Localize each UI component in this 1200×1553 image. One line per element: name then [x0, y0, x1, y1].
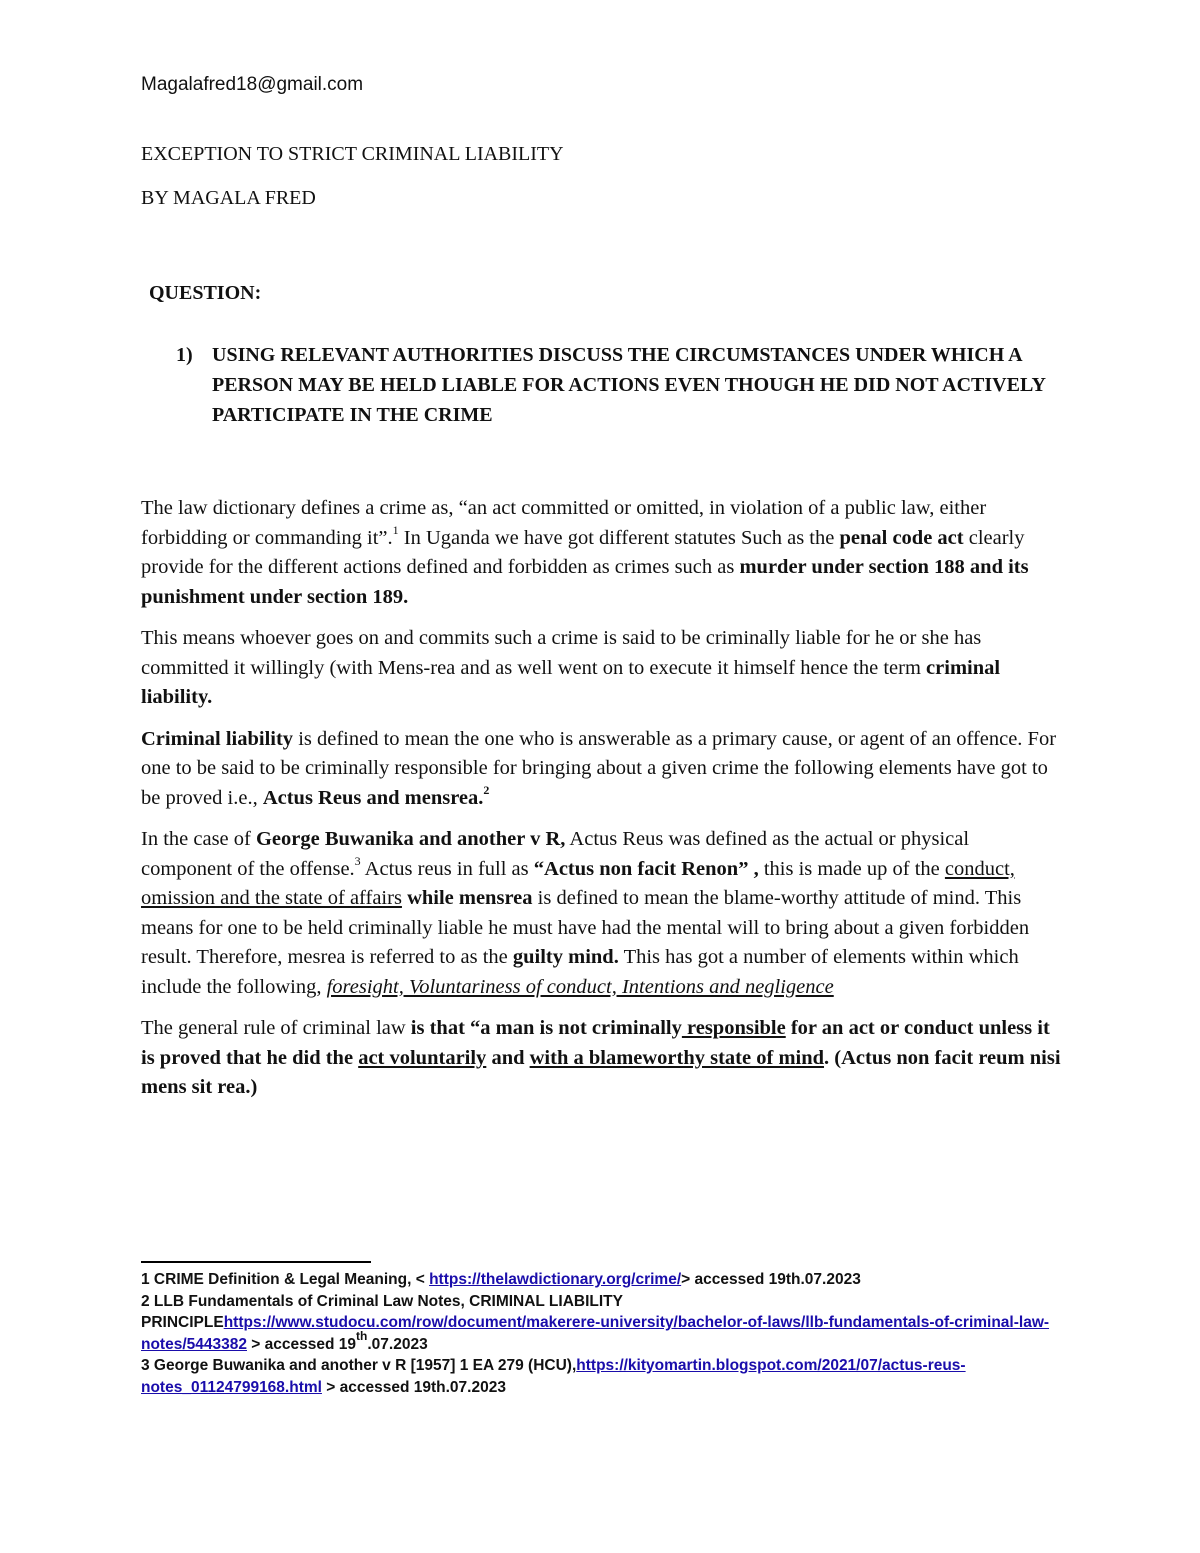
question-text: USING RELEVANT AUTHORITIES DISCUSS THE CIRCUMSTANCES UNDER WHICH A PERSON MAY BE HELD LIABLE FOR ACTIONS EVEN THOUGH HE DID NOT ACTIVELY PARTICIPATE IN THE CRIME [212, 344, 1046, 426]
p4-text-7: This has got a number of elements within which include the following, [141, 946, 1019, 998]
p4-bold-guilty-mind: guilty mind. [512, 946, 619, 968]
question-number: 1) [176, 344, 193, 366]
p4-text-6: is defined to mean the blame-worthy attitude of mind. This means for one to be held criminally liable he must have had the mental will to bring about a given forbidden result. Therefore, mesrea is referred to as the [141, 887, 1030, 968]
paragraph-criminal-liability-definition [141, 725, 1061, 814]
author-email: Magalafred18@gmail.com [141, 74, 364, 95]
footnote-1-text: 1 CRIME Definition & Legal Meaning, < [141, 1271, 430, 1288]
footnote-2-link[interactable]: https://www.studocu.com/row/document/makerere-university/bachelor-of-laws/llb-fundamentals-of-criminal-law-notes/5443382 [141, 1314, 1050, 1353]
footnote-separator [141, 1261, 371, 1263]
p5-bold-underline-blameworthy: with a blameworthy state of mind [529, 1046, 825, 1069]
p5-bold-2: for an act or conduct unless it is proved that he did the [141, 1017, 1050, 1069]
p4-text-4: this is made up of the [758, 857, 945, 880]
p2-text-1: This means whoever goes on and commits such a crime is said to be criminally liable for he or she has committed it willingly (with Mens-rea and as well went on to execute it himself hence the term [141, 627, 982, 679]
document-author: BY MAGALA FRED [141, 187, 316, 209]
footnote-3 [141, 1355, 1081, 1398]
p4-bold-case-name: George Buwanika and another v R, [255, 828, 566, 850]
footnote-3-accessed: > accessed 19th.07.2023 [321, 1378, 506, 1396]
p1-text-1: The law dictionary defines a crime as, “an act committed or omitted, in violation of a public law, either forbidding or commanding it”. [141, 497, 987, 549]
p3-bold-actus-mensrea: Actus Reus and mensrea. [262, 786, 484, 809]
footnotes [141, 1269, 1081, 1398]
paragraph-general-rule [141, 1014, 1061, 1103]
footnote-2 [141, 1291, 1081, 1356]
footnote-3-link[interactable]: https://kityomartin.blogspot.com/2021/07/actus-reus-notes_01124799168.html [141, 1357, 966, 1396]
p3-text-1: is defined to mean the one who is answerable as a primary cause, or agent of an offence. For one to be said to be criminally responsible for bringing about a given crime the following elements have got to be proved i.e., [141, 727, 1057, 809]
footnote-ref-2: 2 [483, 782, 490, 797]
footnote-2-accessed: > accessed 19 [247, 1335, 357, 1353]
p5-text-1: The general rule of criminal law [141, 1017, 411, 1039]
question-item [176, 340, 1076, 430]
p5-bold-underline-responsible: responsible [681, 1017, 786, 1039]
paragraph-criminal-liability-intro [141, 624, 1061, 713]
p1-text-3: clearly provide for the different actions defined and forbidden as crimes such as [141, 526, 1025, 578]
p4-italic-elements: foresight, Voluntariness of conduct, Intentions and negligence [326, 975, 834, 998]
paragraph-buwanika-case [141, 825, 1061, 1002]
p4-underline-conduct: conduct, omission and the state of affairs [141, 857, 1015, 909]
p1-bold-penal-code: penal code act [839, 526, 964, 549]
p1-text-2: In Uganda we have got different statutes Such as the [398, 526, 840, 549]
p5-bold-latin-maxim: . (Actus non facit reum nisi mens sit rea.) [141, 1046, 1061, 1098]
footnote-2-ordinal: th [356, 1329, 368, 1344]
body-text [141, 494, 1061, 1115]
p5-bold-underline-act-voluntarily: act voluntarily [358, 1046, 487, 1069]
p4-bold-mensrea: while mensrea [407, 887, 533, 909]
p4-bold-latin-phrase: “Actus non facit Renon” , [533, 857, 759, 880]
footnote-ref-3: 3 [354, 853, 361, 868]
footnote-1 [141, 1269, 1081, 1291]
footnote-2-date: .07.2023 [367, 1335, 428, 1353]
footnote-1-link[interactable]: https://thelawdictionary.org/crime/ [429, 1271, 682, 1288]
paragraph-crime-definition [141, 494, 1061, 612]
p5-bold-3: and [486, 1046, 530, 1069]
p4-text-1: In the case of [141, 828, 256, 850]
p4-text-2: Actus Reus was defined as the actual or physical component of the offense. [141, 828, 970, 880]
p2-bold-criminal-liability: criminal liability. [141, 656, 1001, 708]
footnote-1-accessed: > accessed 19th.07.2023 [681, 1271, 861, 1288]
footnote-3-text: 3 George Buwanika and another v R [1957] 1 EA 279 (HCU), [141, 1357, 577, 1374]
footnote-2-text: 2 LLB Fundamentals of Criminal Law Notes, CRIMINAL LIABILITY PRINCIPLE [141, 1292, 623, 1331]
question-heading: QUESTION: [149, 282, 262, 304]
footnote-ref-1: 1 [392, 522, 399, 537]
p1-bold-murder-section: murder under section 188 and its punishment under section 189. [141, 556, 1029, 608]
p4-text-3: Actus reus in full as [360, 857, 534, 880]
document-title: EXCEPTION TO STRICT CRIMINAL LIABILITY [141, 143, 564, 165]
p3-bold-criminal-liability: Criminal liability [141, 727, 294, 750]
p5-bold-1: is that “a man is not criminally [410, 1017, 682, 1039]
